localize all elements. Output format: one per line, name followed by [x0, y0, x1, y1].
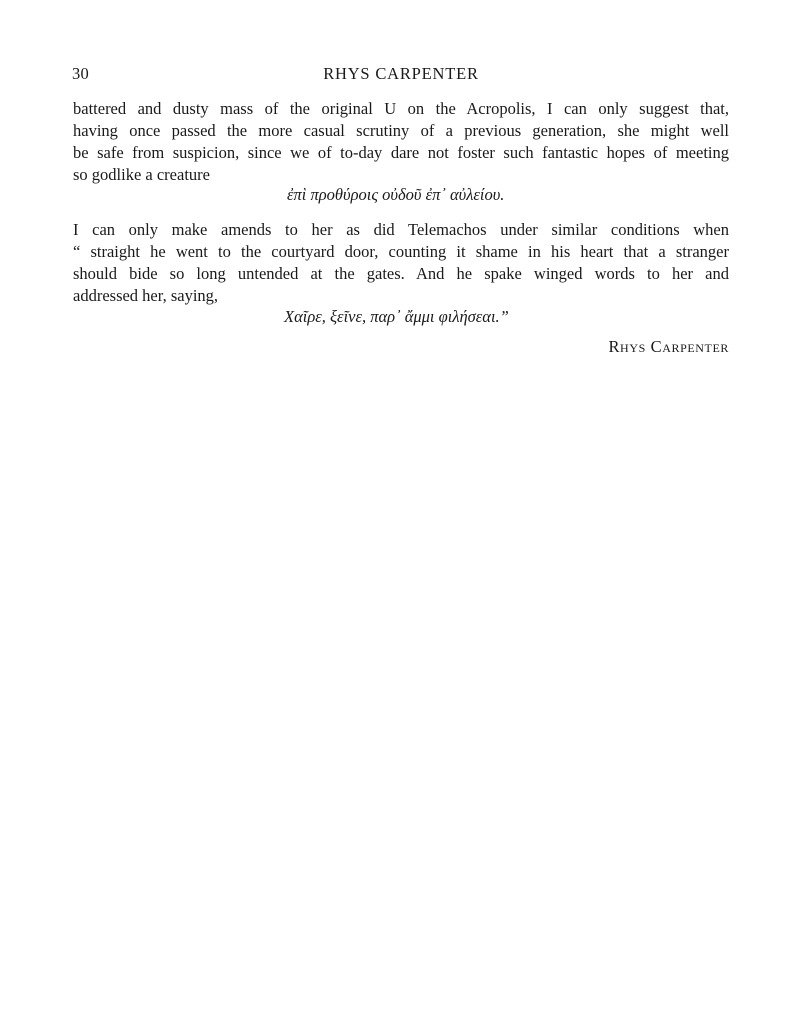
text-line: addressed her, saying,: [73, 286, 219, 305]
text-line: having once passed the more casual scrutiny of a previous generation, she might well: [73, 121, 729, 140]
running-head: [72, 64, 730, 86]
running-title: RHYS CARPENTER: [323, 64, 479, 83]
page-number: 30: [72, 64, 90, 83]
author-signature: Rhys Carpenter: [608, 337, 729, 356]
text-line: should bide so long untended at the gates. And he spake winged words to her and: [73, 264, 729, 283]
body-text: [73, 98, 729, 328]
paragraph-1: [73, 98, 729, 206]
greek-quote: Χαῖρε, ξεῖνε, παρ᾽ ἄμμι φιλήσεαι.”: [284, 307, 509, 326]
text-line: battered and dusty mass of the original U on the Acropolis, I can only suggest that,: [73, 99, 729, 118]
text-line: so godlike a creature: [73, 165, 210, 184]
text-line: “ straight he went to the courtyard door, counting it shame in his heart that a stranger: [73, 242, 729, 261]
paragraph-2: [73, 219, 729, 328]
greek-quote: ἐπὶ προθύροις οὐδοῦ ἐπ᾽ αὐλείου.: [287, 185, 505, 204]
paragraph-gap: [73, 206, 729, 219]
text-line: I can only make amends to her as did Telemachos under similar conditions when: [73, 220, 729, 239]
text-line: be safe from suspicion, since we of to-day dare not foster such fantastic hopes of meeting: [73, 143, 729, 162]
